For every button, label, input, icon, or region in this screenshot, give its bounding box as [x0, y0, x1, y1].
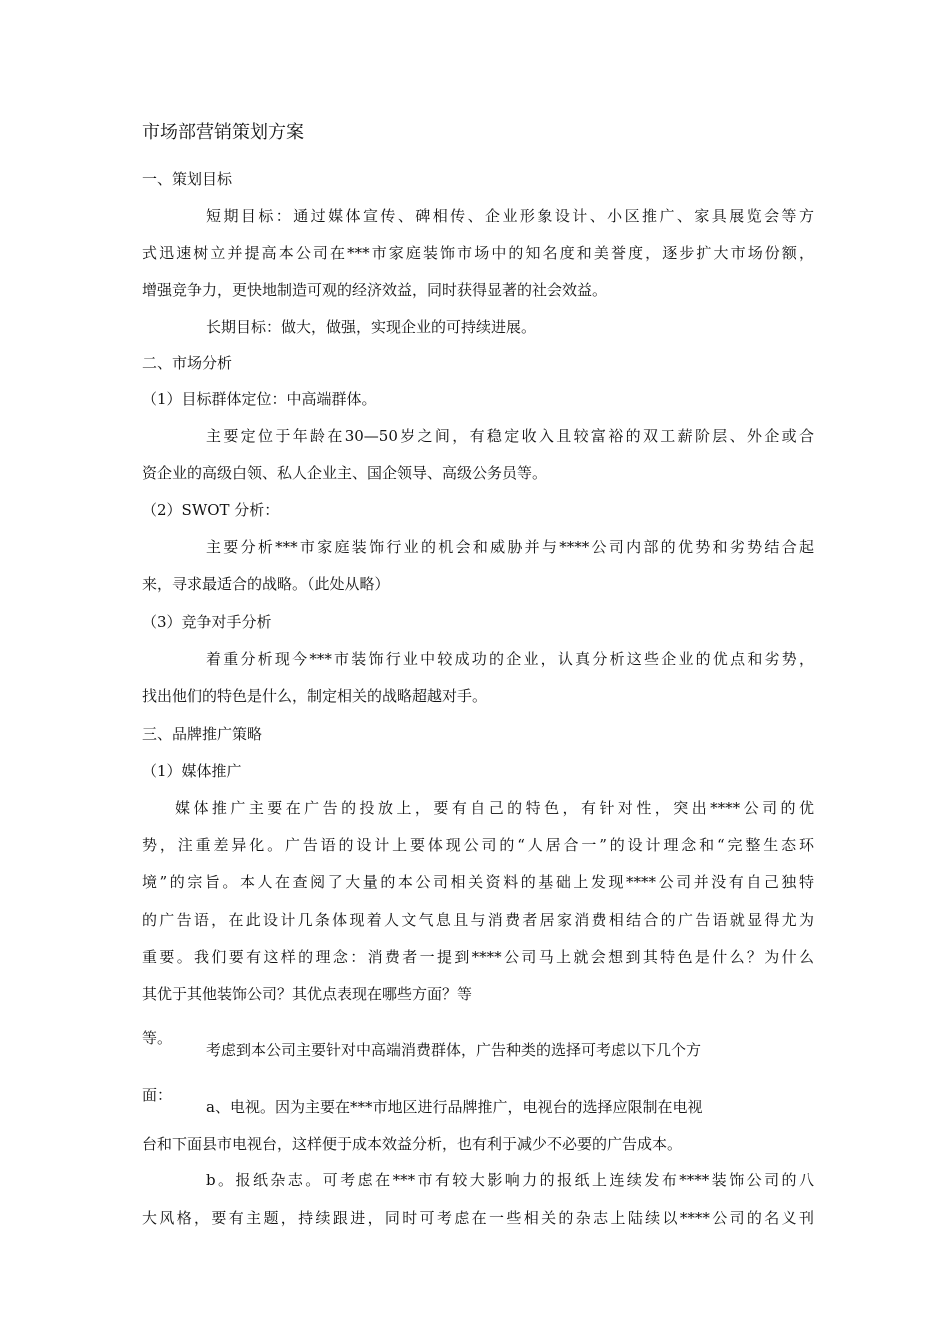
subheading: （3）竞争对手分析	[142, 613, 272, 631]
paragraph-line: 媒体推广主要在广告的投放上，要有自己的特色，有针对性，突出****公司的优	[175, 799, 814, 817]
paragraph-line: 来，寻求最适合的战略。（此处从略）	[142, 575, 390, 593]
paragraph-line: 短期目标：通过媒体宣传、碑相传、企业形象设计、小区推广、家具展览会等方	[206, 207, 814, 225]
paragraph-line: 台和下面县市电视台，这样便于成本效益分析，也有利于减少不必要的广告成本。	[142, 1135, 683, 1153]
paragraph-line: 主要分析***市家庭装饰行业的机会和威胁并与****公司内部的优势和劣势结合起	[206, 538, 814, 556]
paragraph-line: 长期目标：做大，做强，实现企业的可持续进展。	[206, 318, 537, 336]
section-heading-market: 二、市场分析	[142, 354, 233, 372]
paragraph-line: 势，注重差异化。广告语的设计上要体现公司的“人居合一”的设计理念和“完整生态环	[142, 836, 814, 854]
paragraph-line: 式迅速树立并提高本公司在***市家庭装饰市场中的知名度和美誉度，逐步扩大市场份额，	[142, 244, 814, 262]
section-heading-brand: 三、品牌推广策略	[142, 725, 263, 743]
paragraph-line: b。报纸杂志。可考虑在***市有较大影响力的报纸上连续发布****装饰公司的八	[206, 1171, 814, 1189]
paragraph-line: 大风格，要有主题，持续跟进，同时可考虑在一些相关的杂志上陆续以****公司的名义刊	[142, 1209, 814, 1227]
subheading: （2）SWOT 分析：	[142, 501, 280, 519]
paragraph-line: 面：	[142, 1086, 173, 1104]
paragraph-line: 重要。我们要有这样的理念：消费者一提到****公司马上就会想到其特色是什么？为什么	[142, 948, 814, 966]
paragraph-line: 增强竞争力，更快地制造可观的经济效益，同时获得显著的社会效益。	[142, 281, 608, 299]
paragraph-line: a、电视。因为主要在***市地区进行品牌推广，电视台的选择应限制在电视	[206, 1098, 703, 1116]
section-heading-goals: 一、策划目标	[142, 170, 233, 188]
document-title: 市场部营销策划方案	[142, 122, 304, 143]
subheading: （1）媒体推广	[142, 762, 242, 780]
paragraph-line: 资企业的高级白领、私人企业主、国企领导、高级公务员等。	[142, 464, 548, 482]
paragraph-line: 等。	[142, 1029, 173, 1047]
paragraph-line: 找出他们的特色是什么，制定相关的战略超越对手。	[142, 687, 488, 705]
subheading: （1）目标群体定位：中高端群体。	[142, 390, 377, 408]
paragraph-line: 着重分析现今***市装饰行业中较成功的企业，认真分析这些企业的优点和劣势，	[206, 650, 814, 668]
paragraph-line: 其优于其他装饰公司？其优点表现在哪些方面？等	[142, 985, 473, 1003]
paragraph-line: 考虑到本公司主要针对中高端消费群体，广告种类的选择可考虑以下几个方	[206, 1041, 702, 1059]
paragraph-line: 境”的宗旨。本人在查阅了大量的本公司相关资料的基础上发现****公司并没有自己独特	[142, 873, 814, 891]
paragraph-line: 主要定位于年龄在30—50岁之间，有稳定收入且较富裕的双工薪阶层、外企或合	[206, 427, 814, 445]
paragraph-line: 的广告语，在此设计几条体现着人文气息且与消费者居家消费相结合的广告语就显得尤为	[142, 911, 814, 929]
